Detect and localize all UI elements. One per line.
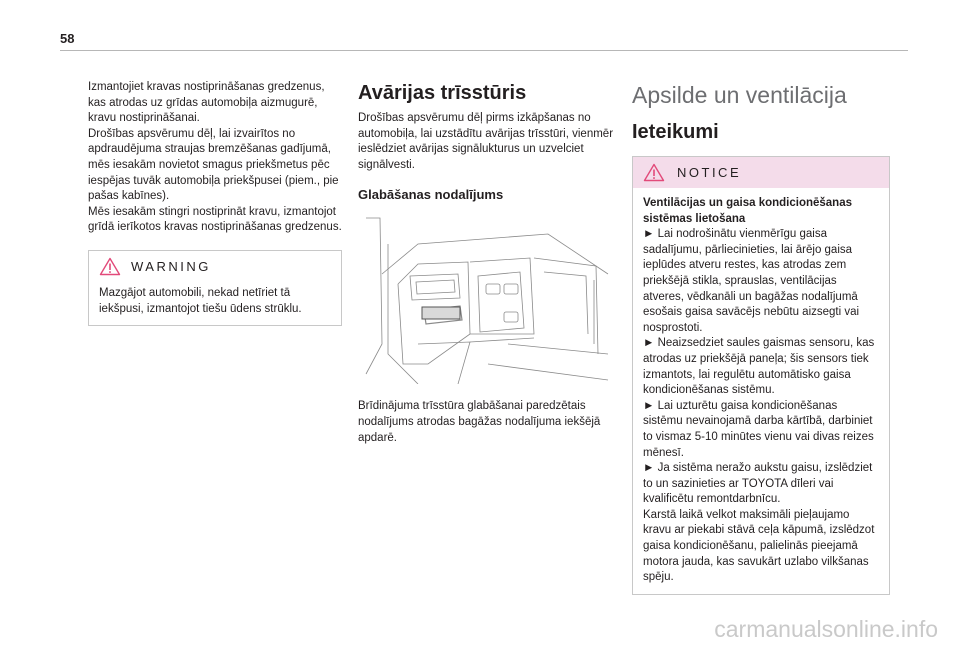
- middle-column: [358, 80, 614, 446]
- right-column: [632, 80, 890, 595]
- notice-box: [632, 156, 890, 595]
- notice-header: [633, 157, 889, 188]
- header-divider: [60, 50, 908, 51]
- notice-title: NOTICE: [677, 165, 742, 180]
- notice-text: ► Lai nodrošinātu vienmērīgu gaisa sadalījumu, pārliecinieties, lai ārējo gaisa ieplūdes atveru restes, kas atrodas zem priekšējā stikla, sprauslas, ventilācijas atveres, vēdkanāli un bagāžas nodalījumā esošais gaisa savācējs nebūtu aizsegti vai nosprostoti. ► Neaizsedziet saules gaismas sensoru, kas atrodas uz priekšējā paneļa; šis sensors tiek izmantots, lai regulētu automātisko gaisa kondicionēšanas sistēmu. ► Lai uzturētu gaisa kondicionēšanas sistēmu nevainojamā darba kārtībā, darbiniet to vismaz 5-10 minūtes vienu vai divas reizes mēnesī. ► Ja sistēma neražo aukstu gaisu, izslēdziet to un sazinieties ar TOYOTA dīleri vai kvalificētu remontdarbnīcu. Karstā laikā velkot maksimāli pieļaujamo kravu ar piekabi stāvā ceļa kāpumā, izslēdzot gaisa kondicionēšanu, palielinās pieejamā motora jauda, kas savukārt uzlabo vilkšanas spēju.: [643, 228, 875, 584]
- warning-header: [89, 251, 341, 282]
- warning-triangle-intro: Drošības apsvērumu dēļ pirms izkāpšanas no automobiļa, lai uzstādītu avārijas trīsstūri, vienmēr ieslēdziet avārijas signālukturus un uzvelciet signālvesti.: [358, 112, 614, 171]
- storage-compartment-heading: Glabāšanas nodalījums: [358, 187, 504, 203]
- watermark: carmanualsonline.info: [714, 616, 938, 642]
- warning-title: WARNING: [131, 258, 211, 274]
- storage-compartment-illustration: [358, 214, 614, 384]
- warning-triangle-icon: [99, 257, 121, 276]
- notice-lead: Ventilācijas un gaisa kondicionēšanas sistēmas lietošana: [643, 197, 852, 225]
- section-title: Apsilde un ventilācija: [632, 82, 847, 108]
- notice-triangle-icon: [643, 163, 665, 182]
- cargo-rings-paragraph: Izmantojiet kravas nostiprināšanas gredzenus, kas atrodas uz grīdas automobiļa aizmugurē, kravu nostiprināšanai. Drošības apsvērumu dēļ, lai izvairītos no apdraudējuma straujas bremzēšanas gadījumā, mēs iesakām novietot smagus priekšmetus pēc iespējas tuvāk automobiļa priekšpusei (piem., pie pašas kabīnes). Mēs iesakām stingri nostiprināt kravu, izmantojot grīdā ierīkotos kravas nostiprināšanas gredzenus.: [88, 81, 342, 234]
- warning-box: [88, 250, 342, 326]
- left-column: [88, 80, 342, 326]
- page-number: 58: [60, 31, 75, 46]
- warning-triangle-heading: Avārijas trīsstūris: [358, 82, 527, 104]
- warning-text: Mazgājot automobili, nekad netīriet tā iekšpusi, izmantojot tiešu ūdens strūklu.: [99, 286, 302, 315]
- storage-compartment-caption: Brīdinājuma trīsstūra glabāšanai paredzētais nodalījums atrodas bagāžas nodalījuma iekšējā apdarē.: [358, 400, 601, 444]
- recommendations-heading: Ieteikumi: [632, 121, 719, 143]
- notice-body: [633, 188, 889, 594]
